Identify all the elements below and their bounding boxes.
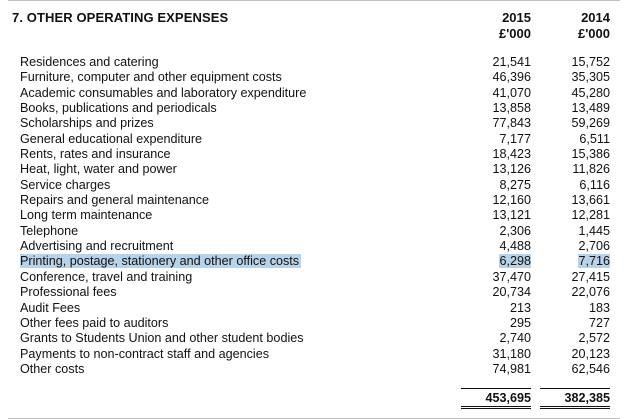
column-header-2015 — [461, 10, 531, 42]
table-row — [0, 70, 626, 85]
value-2014-text: 6,511 — [579, 131, 610, 146]
table-row — [0, 101, 626, 116]
row-label-text: Other costs — [20, 361, 85, 376]
value-2014 — [540, 70, 610, 85]
row-label — [20, 116, 154, 131]
value-2014-text: 7,716 — [578, 254, 610, 269]
value-2014 — [540, 162, 610, 177]
value-2014-text: 2,706 — [578, 239, 610, 254]
row-label — [20, 86, 306, 101]
value-2014-text: 20,123 — [571, 346, 610, 361]
value-2015-text: 77,843 — [492, 116, 531, 131]
value-2015-text: 41,070 — [492, 85, 531, 100]
value-2014 — [540, 178, 610, 193]
row-label-text: Other fees paid to auditors — [20, 315, 169, 330]
value-2014 — [540, 101, 610, 116]
value-2014 — [540, 362, 610, 377]
value-2014 — [540, 347, 610, 362]
table-row — [0, 285, 626, 300]
row-label-text: Furniture, computer and other equipment costs — [20, 70, 282, 85]
total-2014: 382,385 — [540, 388, 610, 409]
row-label-text: Residences and catering — [20, 55, 159, 69]
row-label — [20, 239, 173, 254]
value-2015 — [461, 208, 531, 223]
value-2014-text: 13,661 — [571, 193, 610, 208]
row-label-text: Repairs and general maintenance — [20, 193, 210, 208]
table-row — [0, 331, 626, 346]
row-label-text: Scholarships and prizes — [20, 116, 154, 131]
value-2014 — [540, 254, 610, 269]
value-2014 — [540, 193, 610, 208]
expense-rows — [0, 55, 626, 377]
value-2015 — [461, 132, 531, 147]
value-2014-text: 6,116 — [579, 177, 610, 192]
value-2015-text: 21,541 — [492, 55, 531, 69]
value-2015-text: 8,275 — [499, 177, 531, 192]
table-row — [0, 162, 626, 177]
column-unit: £'000 — [498, 26, 531, 41]
value-2014 — [540, 331, 610, 346]
value-2014-text: 15,752 — [571, 55, 610, 69]
row-label — [20, 193, 209, 208]
value-2014-text: 183 — [588, 300, 610, 315]
row-label — [20, 301, 80, 316]
row-label — [20, 70, 282, 85]
value-2015-text: 7,177 — [499, 131, 531, 146]
value-2014-text: 2,572 — [578, 331, 610, 346]
value-2015-text: 4,488 — [499, 239, 531, 254]
value-2015-text: 20,734 — [492, 285, 531, 300]
table-row — [0, 254, 626, 269]
value-2014-text: 45,280 — [571, 85, 610, 100]
table-row — [0, 301, 626, 316]
value-2015 — [461, 70, 531, 85]
table-row — [0, 347, 626, 362]
value-2015-text: 18,423 — [492, 147, 531, 162]
row-label-text: Professional fees — [20, 285, 117, 300]
row-label-text: Academic consumables and laboratory expenditure — [20, 85, 307, 100]
value-2015-text: 6,298 — [499, 254, 531, 269]
table-row — [0, 147, 626, 162]
row-label-text: General educational expenditure — [20, 131, 203, 146]
value-2014 — [540, 147, 610, 162]
row-label — [20, 347, 269, 362]
value-2014-text: 62,546 — [571, 361, 610, 376]
row-label — [20, 362, 84, 377]
value-2015-text: 13,121 — [492, 208, 531, 223]
value-2014-text: 59,269 — [571, 116, 610, 131]
value-2014-text: 13,489 — [571, 101, 610, 116]
value-2015 — [461, 55, 531, 70]
value-2015 — [461, 162, 531, 177]
value-2015-text: 213 — [509, 300, 531, 315]
table-row — [0, 270, 626, 285]
value-2015 — [461, 101, 531, 116]
value-2015 — [461, 224, 531, 239]
value-2014-text: 15,386 — [571, 147, 610, 162]
section-title: 7. OTHER OPERATING EXPENSES — [12, 10, 229, 25]
value-2015-text: 13,126 — [492, 162, 531, 177]
row-label — [20, 254, 301, 269]
value-2015-text: 46,396 — [492, 70, 531, 85]
value-2014 — [540, 316, 610, 331]
value-2014-text: 727 — [588, 315, 610, 330]
value-2015-text: 37,470 — [492, 269, 531, 284]
value-2014 — [540, 270, 610, 285]
value-2015 — [461, 239, 531, 254]
value-2014-text: 22,076 — [571, 285, 610, 300]
value-2015-text: 31,180 — [492, 346, 531, 361]
value-2014 — [540, 116, 610, 131]
row-label-text: Telephone — [20, 223, 79, 238]
table-row — [0, 362, 626, 377]
value-2014 — [540, 86, 610, 101]
column-unit: £'000 — [577, 26, 610, 41]
column-year: 2015 — [502, 10, 531, 25]
value-2014 — [540, 224, 610, 239]
value-2015-text: 295 — [509, 315, 531, 330]
table-row — [0, 193, 626, 208]
value-2014 — [540, 301, 610, 316]
value-2014-text: 12,281 — [571, 208, 610, 223]
row-label — [20, 147, 171, 162]
row-label — [20, 208, 152, 223]
total-2015: 453,695 — [461, 388, 531, 409]
table-row — [0, 86, 626, 101]
value-2015 — [461, 362, 531, 377]
table-row — [0, 132, 626, 147]
value-2015 — [461, 193, 531, 208]
row-label-text: Books, publications and periodicals — [20, 101, 217, 116]
table-row — [0, 55, 626, 70]
row-label-text: Heat, light, water and power — [20, 162, 177, 177]
row-label — [20, 162, 177, 177]
value-2015-text: 12,160 — [492, 193, 531, 208]
table-row — [0, 239, 626, 254]
column-year: 2014 — [581, 10, 610, 25]
value-2014-text: 1,445 — [578, 223, 610, 238]
value-2015-text: 13,858 — [492, 101, 531, 116]
row-label — [20, 316, 168, 331]
row-label-text: Conference, travel and training — [20, 269, 193, 284]
row-label-text: Long term maintenance — [20, 208, 153, 223]
value-2014 — [540, 55, 610, 70]
value-2014 — [540, 208, 610, 223]
value-2015 — [461, 331, 531, 346]
row-label — [20, 331, 304, 346]
row-label-text: Audit Fees — [20, 300, 81, 315]
value-2014-text: 27,415 — [571, 269, 610, 284]
column-header-2014 — [540, 10, 610, 42]
value-2015 — [461, 254, 531, 269]
value-2015 — [461, 178, 531, 193]
value-2015 — [461, 285, 531, 300]
row-label-text: Payments to non-contract staff and agencies — [20, 346, 269, 361]
row-label-text: Advertising and recruitment — [20, 239, 174, 254]
value-2015 — [461, 270, 531, 285]
table-row — [0, 224, 626, 239]
value-2015 — [461, 316, 531, 331]
value-2015-text: 2,740 — [499, 331, 531, 346]
value-2015 — [461, 301, 531, 316]
table-row — [0, 178, 626, 193]
table-row — [0, 316, 626, 331]
row-label-text: Service charges — [20, 177, 111, 192]
value-2015-text: 74,981 — [492, 361, 531, 376]
row-label — [20, 285, 117, 300]
row-label — [20, 270, 192, 285]
value-2014-text: 11,826 — [572, 162, 610, 177]
value-2015-text: 2,306 — [499, 223, 531, 238]
row-label-text: Printing, postage, stationery and other office costs — [20, 254, 300, 269]
row-label-text: Grants to Students Union and other student bodies — [20, 331, 304, 346]
value-2014 — [540, 132, 610, 147]
value-2014 — [540, 285, 610, 300]
value-2015 — [461, 147, 531, 162]
row-label — [20, 55, 159, 70]
row-label-text: Rents, rates and insurance — [20, 147, 171, 162]
value-2015 — [461, 86, 531, 101]
value-2014 — [540, 239, 610, 254]
value-2014-text: 35,305 — [571, 70, 610, 85]
row-label — [20, 224, 78, 239]
table-row — [0, 116, 626, 131]
row-label — [20, 101, 217, 116]
row-label — [20, 178, 110, 193]
value-2015 — [461, 347, 531, 362]
value-2015 — [461, 116, 531, 131]
row-label — [20, 132, 202, 147]
table-row — [0, 208, 626, 223]
